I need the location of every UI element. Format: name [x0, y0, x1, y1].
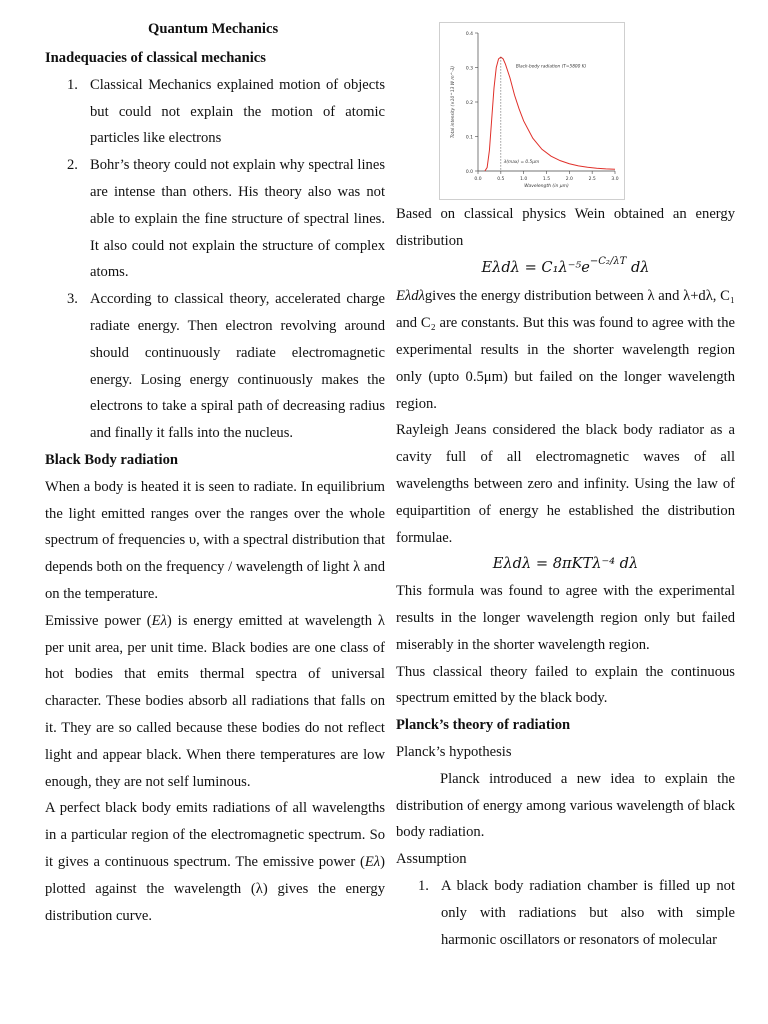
- text-run: Emissive power (: [45, 612, 152, 629]
- subheading-assumption: Assumption: [396, 851, 467, 868]
- x-tick-label: 3.0: [611, 177, 619, 182]
- list-item: [45, 152, 385, 286]
- math-symbol: Eλ: [364, 853, 381, 870]
- x-tick-label: 2.5: [588, 177, 596, 182]
- math-symbol: Eλ: [151, 612, 167, 629]
- paragraph-black-body-intro: When a body is heated it is seen to radiate. In equilibrium the light emitted ranges over the ranges over the whole spectrum of frequencies υ, with a spectral distribution that depends both on the frequency / wavelength of light λ and on the temperature.: [45, 478, 385, 602]
- list-item-text: A black body radiation chamber is filled up not only with radiations but also with simple harmonic oscillators or resonators of molecular: [441, 877, 735, 948]
- equation-exponent: −C₂/λT: [589, 255, 627, 267]
- paragraph-rayleigh-jeans: Rayleigh Jeans considered the black body radiator as a cavity full of all electromagnetic waves of all wavelengths between zero and infinity. Using the law of equipartition of energy he established the distribution formulae.: [396, 422, 735, 546]
- text-run: ) plotted against the wavelength (λ) gives the energy distribution curve.: [45, 853, 385, 924]
- y-tick-label: 0.2: [465, 101, 473, 106]
- list-item: [396, 873, 735, 953]
- subheading-planck-hypothesis: Planck’s hypothesis: [396, 743, 512, 760]
- paragraph-wein-description: [396, 283, 735, 417]
- y-tick-label: 0.3: [465, 66, 473, 72]
- blackbody-chart-svg: [440, 23, 624, 199]
- x-tick-label: 1.0: [520, 177, 528, 182]
- list-item: [45, 72, 385, 152]
- paragraph-planck-idea: Planck introduced a new idea to explain the distribution of energy among various wavelength of black body radiation.: [396, 770, 735, 841]
- paragraph-perfect-black-body: [45, 795, 385, 929]
- list-number: 1.: [418, 877, 429, 894]
- left-column: [45, 45, 385, 929]
- paragraph-wein-intro: Based on classical physics Wein obtained an energy distribution: [396, 206, 735, 249]
- list-item-text: Bohr’s theory could not explain why spectral lines are intense than others. His theory also was not able to explain the fine structure of spectral lines. It also could not explain the structure of complex atoms.: [90, 157, 385, 281]
- assumption-list: [396, 873, 735, 953]
- list-item-text: According to classical theory, accelerated charge radiate energy. Then electron revolving around should continuously radiate electromagnetic energy. Losing energy continuously makes the electrons to take a spiral path of decreasing radius and finally it falls into the nucleus.: [90, 291, 385, 442]
- math-symbol: Eλdλ: [396, 288, 425, 305]
- x-tick-label: 0.0: [474, 177, 482, 182]
- list-number: 2.: [67, 157, 78, 174]
- y-tick-label: 0.4: [465, 32, 473, 37]
- equation-wein: [396, 255, 735, 284]
- heading-black-body: Black Body radiation: [45, 451, 178, 468]
- heading-inadequacies: Inadequacies of classical mechanics: [45, 50, 266, 66]
- heading-planck: Planck’s theory of radiation: [396, 717, 571, 734]
- right-column: [396, 201, 735, 953]
- text-run: A perfect black body emits radiations of all wavelengths in a particular region of the electromagnetic spectrum. So it gives a continuous spectrum. The emissive power (: [45, 800, 385, 870]
- list-number: 1.: [67, 76, 78, 93]
- paragraph-classical-failure: Thus classical theory failed to explain the continuous spectrum emitted by the black body.: [396, 663, 735, 707]
- x-axis-label: Wavelength (in μm): [524, 184, 569, 189]
- blackbody-chart: [439, 22, 625, 200]
- series-line: [485, 57, 615, 171]
- x-tick-label: 0.5: [497, 177, 505, 182]
- y-tick-label: 0.1: [465, 135, 473, 141]
- equation-rayleigh-jeans: Eλdλ = 8πKTλ⁻⁴ dλ: [492, 555, 639, 573]
- paragraph-rayleigh-result: This formula was found to agree with the experimental results in the longer wavelength region only but failed miserably in the shorter wavelength region.: [396, 583, 735, 653]
- peak-label: λ(max) = 0.5μm: [503, 160, 540, 165]
- equation-part: Eλdλ = C₁λ⁻⁵e: [481, 258, 590, 276]
- paragraph-emissive-power: [45, 608, 385, 796]
- list-item: [45, 286, 385, 447]
- x-tick-label: 1.5: [542, 177, 551, 182]
- chart-annotation: Black-body radiation (T=5800 K): [515, 64, 587, 70]
- equation-part: dλ: [626, 258, 650, 276]
- list-item-text: Classical Mechanics explained motion of objects but could not explain the motion of atomic particles like electrons: [90, 76, 385, 147]
- y-axis-label: Total intensity (×10^13 W m^-3): [451, 65, 456, 139]
- inadequacies-list: [45, 72, 385, 447]
- list-number: 3.: [67, 291, 78, 308]
- y-tick-label: 0.0: [465, 170, 473, 175]
- text-run: gives the energy distribution between λ and λ+dλ, C₁ and C₂ are constants. But this was found to agree with the experimental results in the shorter wavelength region only (upto 0.5μm) but failed on the longer wavelength region.: [396, 288, 735, 412]
- x-tick-label: 2.0: [565, 177, 573, 182]
- text-run: ) is energy emitted at wavelength λ per unit area, per unit time. Black bodies are one class of hot bodies that emits thermal spectra of universal character. These bodies absorb all radiations that falls on it. They are so called because these bodies do not reflect light and appear black. When there temperatures are low enough, they are not self luminous.: [45, 612, 385, 790]
- page-title: Quantum Mechanics: [148, 21, 279, 37]
